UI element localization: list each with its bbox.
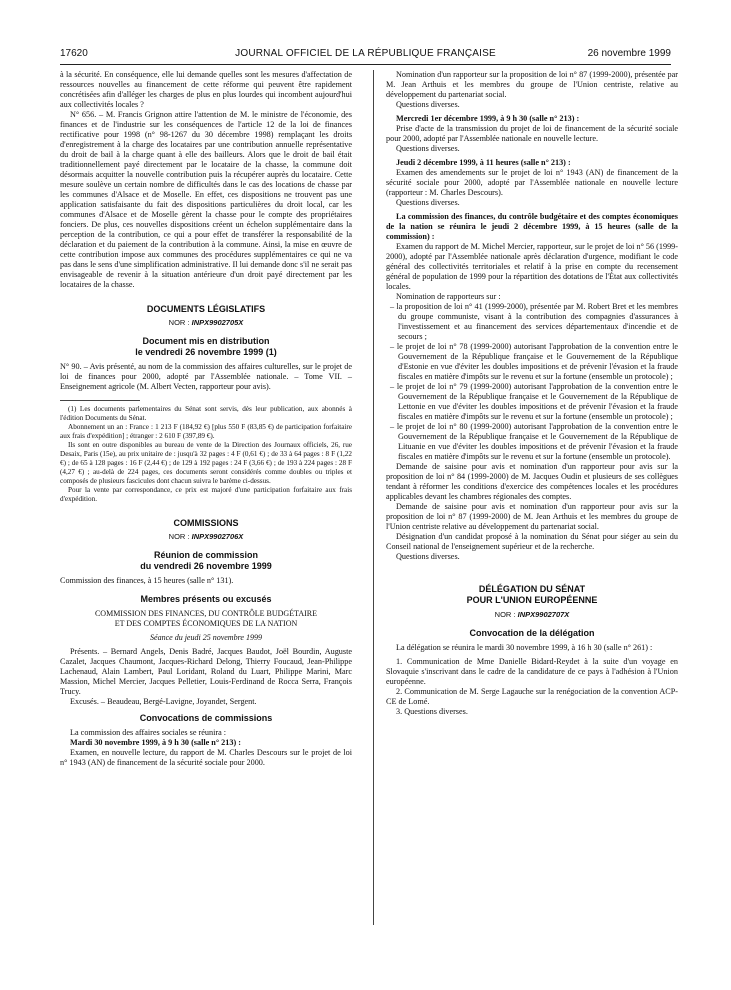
agenda-item: Nomination d'un rapporteur sur la proposition de loi n° 87 (1999-2000), présentée par M. Jean Arthuis et les membres du groupe de l'Union centriste, relative au développement du partenariat social. — [386, 70, 678, 99]
list-item: – le projet de loi n° 78 (1999-2000) autorisant l'approbation de la convention entre le Gouvernement de la République française et le Gouvernement de la République d'Estonie en vue d'éviter les doubles impositions et de prévenir l'évasion et la fraude fiscales en matière d'impôts sur le revenu et sur la fortune (ensemble un protocole) ; — [390, 342, 678, 381]
nor-line: NOR : INPX9902706X — [168, 532, 244, 541]
footnote: Abonnement un an : France : 1 213 F (184,92 €) [plus 550 F (83,85 €) de participation forfaitaire aux frais d'expédition] ; étranger : 2 610 F (397,89 €). — [60, 423, 352, 440]
nor-line: NOR : INPX9902707X — [494, 610, 570, 619]
question-656: N° 656. – M. Francis Grignon attire l'attention de M. le ministre de l'économie, des finances et de l'industrie sur les conséquences de l'article 12 de la loi de finances rectificative pour 1998 (n° 98-1267 du 30 décembre 1998) remplaçant les droits d'enregistrement à la charge des locataires par une contribution annuelle représentative du droit de bail à la charge quant à elle des bailleurs. Alors que le droit de bail était traditionnellement payé directement par le locataire de la chasse, la commune doit désormais acquitter la nouvelle contribution puis la récupérer auprès du locataire. Cette mesure soulève un certain nombre de difficultés dans le cas des locations de chasse par les communes d'Alsace et de Moselle. En effet, ces dispositions ne trouvent pas une application satisfaisante du fait des dispositions particulières du droit local, car les communes d'Alsace et de Moselle gèrent la chasse pour le compte des propriétaires fonciers. De plus, ces nouvelles dispositions créent un échelon supplémentaire dans la perception de la contribution, ce qui a pour effet de transférer la responsabilité de la déclaration et du paiement de la contribution à la commune. Ainsi, la mise en œuvre de cette contribution impose aux communes des procédures supplémentaires ce qui ne va pas dans le sens d'une simplification administrative. Il lui demande donc s'il ne serait pas envisageable de revenir à la situation antérieure d'un droit payé directement par les locataires de la chasse. — [60, 110, 352, 289]
delegation-meeting-line: La délégation se réunira le mardi 30 novembre 1999, à 16 h 30 (salle n° 261) : — [396, 643, 653, 652]
paragraph: à la sécurité. En conséquence, elle lui demande quelles sont les mesures d'affectation de ressources nouvelles au financement de cette réforme qui peuvent être rapidement concrétisées afin d'alléger les charges de plus en plus lourdes qui incombent aujourd'hui aux collectivités locales ? — [60, 70, 352, 109]
section-heading-commissions: COMMISSIONS — [173, 518, 239, 528]
list-item: – la proposition de loi n° 41 (1999-2000), présentée par M. Robert Bret et les membres du groupe communiste, visant à la contribution des compagnies d'assurances à l'investissement et au financement des services départementaux d'incendie et de secours ; — [390, 302, 678, 341]
subheading-reunion: Réunion de commission du vendredi 26 novembre 1999 — [140, 550, 272, 571]
agenda-item: 1. Communication de Mme Danielle Bidard-Reydet à la suite d'un voyage en Slovaquie s'inscrivant dans le cadre de la candidature de ce pays à l'adhésion à l'Union européenne. — [386, 657, 678, 686]
agenda-item: Questions diverses. — [396, 100, 460, 109]
page-number: 17620 — [60, 48, 88, 59]
subheading-convocation-delegation: Convocation de la délégation — [469, 628, 595, 638]
agenda-item: Désignation d'un candidat proposé à la nomination du Sénat pour siéger au sein du Conseil national de l'enseignement supérieur et de la recherche. — [386, 532, 678, 551]
issue-date: 26 novembre 1999 — [587, 48, 671, 59]
agenda-item: Examen des amendements sur le projet de loi n° 1943 (AN) de financement de la sécurité sociale pour 2000, adopté par l'Assemblée nationale en nouvelle lecture (rapporteur : M. Charles Descours). — [386, 168, 678, 197]
agenda-item: Questions diverses. — [396, 144, 460, 153]
meeting-date: Jeudi 2 décembre 1999, à 11 heures (salle n° 213) : — [396, 158, 571, 167]
nor-code: INPX9902706X — [191, 532, 244, 541]
header-rule — [60, 64, 671, 65]
agenda-item: 2. Communication de M. Serge Lagauche sur la renégociation de la convention ACP-CE de Lomé. — [386, 687, 678, 706]
agenda-item: Demande de saisine pour avis et nomination d'un rapporteur pour avis sur la proposition de loi n° 87 (1999-2000) de M. Jean Arthuis et les membres du groupe de l'Union centriste relative au développement du partenariat social. — [386, 502, 678, 531]
document-90: N° 90. – Avis présenté, au nom de la commission des affaires culturelles, sur le projet de loi de finances pour 2000, adopté par l'Assemblée nationale. – Tome VII. – Enseignement agricole (M. Albert Vecten, rapporteur pour avis). — [60, 362, 352, 391]
rapporteur-list — [386, 302, 678, 462]
seance-line: Séance du jeudi 25 novembre 1999 — [150, 633, 262, 642]
meeting-date: Mardi 30 novembre 1999, à 9 h 30 (salle n° 213) : — [70, 738, 241, 747]
nor-line: NOR : INPX9902705X — [168, 318, 244, 327]
excuses-list: Excusés. – Beaudeau, Bergé-Lavigne, Joyandet, Sergent. — [70, 697, 257, 706]
agenda-item: Nomination de rapporteurs sur : — [396, 292, 501, 301]
right-column — [386, 70, 678, 717]
affaires-sociales-line: La commission des affaires sociales se réunira : — [70, 728, 227, 737]
footnote: Pour la vente par correspondance, ce prix est majoré d'une participation forfaitaire aux frais d'expédition. — [60, 486, 352, 503]
nor-code: INPX9902705X — [191, 318, 244, 327]
subheading-membres: Membres présents ou excusés — [140, 594, 272, 604]
page-header — [60, 48, 671, 62]
commission-name: COMMISSION DES FINANCES, DU CONTRÔLE BUDGÉTAIRE ET DES COMPTES ÉCONOMIQUES DE LA NATION — [94, 609, 318, 628]
commission-finances-line: Commission des finances, à 15 heures (salle n° 131). — [60, 576, 234, 585]
footnote-rule — [60, 400, 140, 401]
commission-finances-convocation: La commission des finances, du contrôle budgétaire et des comptes économiques de la nation se réunira le jeudi 2 décembre 1999, à 15 heures (salle de la commission) : — [386, 212, 678, 241]
agenda-item: 3. Questions diverses. — [396, 707, 468, 716]
agenda-item: Examen du rapport de M. Michel Mercier, rapporteur, sur le projet de loi n° 56 (1999-2000), adopté par l'Assemblée nationale après déclaration d'urgence, modifiant le code général des collectivités territoriales et relatif à la prise en compte du recensement général de population de 1999 pour la répartition des dotations de l'État aux collectivités locales. — [386, 242, 678, 291]
left-column — [60, 70, 352, 768]
list-item: – le projet de loi n° 80 (1999-2000) autorisant l'approbation de la convention entre le Gouvernement de la République française et le Gouvernement de la République de Lituanie en vue d'éviter les doubles impositions et de prévenir l'évasion et la fraude fiscales en matière d'impôts sur le revenu et sur la fortune (ensemble un protocole). — [390, 422, 678, 461]
footnotes — [60, 405, 352, 504]
nor-code: INPX9902707X — [517, 610, 570, 619]
footnote: (1) Les documents parlementaires du Sénat sont servis, dès leur publication, aux abonnés à l'édition Documents du Sénat. — [60, 405, 352, 422]
agenda-item: Questions diverses. — [396, 552, 460, 561]
subheading-convocations: Convocations de commissions — [139, 713, 273, 723]
agenda-item: Prise d'acte de la transmission du projet de loi de financement de la sécurité sociale pour 2000, adopté par l'Assemblée nationale en nouvelle lecture. — [386, 124, 678, 143]
agenda-item: Examen, en nouvelle lecture, du rapport de M. Charles Descours sur le projet de loi n° 1943 (AN) de financement de la sécurité sociale pour 2000. — [60, 748, 352, 767]
agenda-item: Questions diverses. — [396, 198, 460, 207]
column-divider — [373, 70, 374, 925]
presents-list: Présents. – Bernard Angels, Denis Badré, Jacques Baudot, Joël Bourdin, Auguste Cazalet, Jacques Chaumont, Jacques-Richard Delong, Thierry Foucaud, Jean-Philippe Lachenaud, Alain Lambert, Paul Loridant, Roland du Luart, Philippe Marini, Marc Massion, Michel Mercier, Jacques Pelletier, Louis-Ferdinand de Rocca Serra, François Trucy. — [60, 647, 352, 696]
subheading-distribution: Document mis en distribution le vendredi 26 novembre 1999 (1) — [135, 336, 277, 357]
journal-title: JOURNAL OFFICIEL DE LA RÉPUBLIQUE FRANÇAISE — [235, 48, 496, 59]
section-heading-delegation: DÉLÉGATION DU SÉNAT POUR L'UNION EUROPÉENNE — [466, 584, 598, 605]
list-item: – le projet de loi n° 79 (1999-2000) autorisant l'approbation de la convention entre le Gouvernement de la République française et le Gouvernement de la République de Lettonie en vue d'éviter les doubles impositions et de prévenir l'évasion et la fraude fiscales en matière d'impôts sur le revenu et sur la fortune (ensemble un protocole) ; — [390, 382, 678, 421]
section-heading-documents: DOCUMENTS LÉGISLATIFS — [146, 304, 266, 314]
agenda-item: Demande de saisine pour avis et nomination d'un rapporteur pour avis sur la proposition de loi n° 84 (1999-2000) de M. Jacques Oudin et plusieurs de ses collègues tendant à réformer les conditions d'exercice des compétences locales et les procédures applicables devant les chambres régionales des comptes. — [386, 462, 678, 501]
footnote: Ils sont en outre disponibles au bureau de vente de la Direction des Journaux officiels, 26, rue Desaix, Paris (15e), au prix unitaire de : jusqu'à 32 pages : 4 F (0,61 €) ; de 33 à 64 pages : 8 F (1,22 €) ; de 65 à 128 pages : 16 F (2,44 €) ; de 129 à 192 pages : 24 F (3,66 €) ; de 193 à 224 pages : 28 F (4,27 €) ; au-delà de 224 pages, ces documents seront considérés comme doubles ou triples et composés de plusieurs fascicules dont chacun suivra le barème ci-dessus. — [60, 441, 352, 485]
meeting-date: Mercredi 1er décembre 1999, à 9 h 30 (salle n° 213) : — [396, 114, 580, 123]
